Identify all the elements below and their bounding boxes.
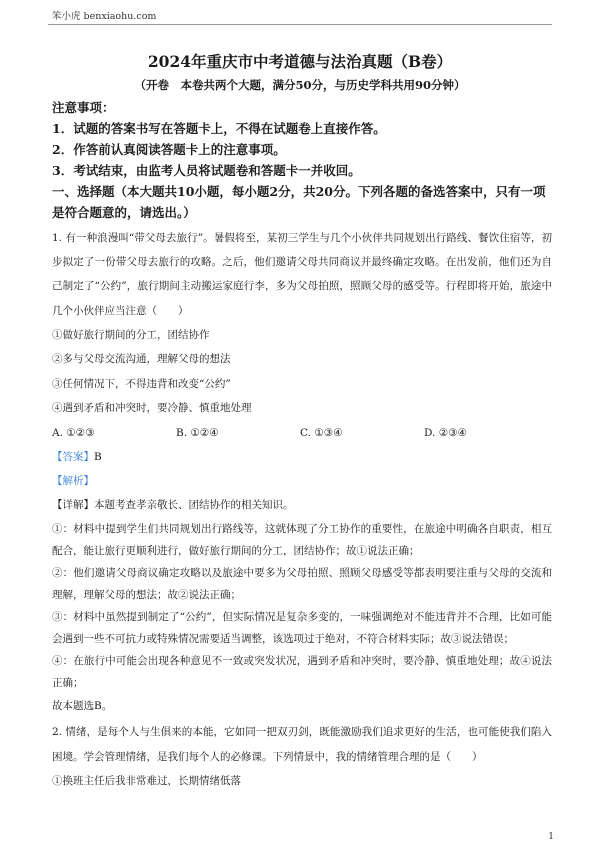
- page-number: 1: [548, 832, 554, 842]
- section-heading-cont: 是符合题意的，请选出。）: [52, 205, 196, 220]
- question-2-stem: 2. 情绪，是每个人与生俱来的本能，它如同一把双刃剑，既能激励我们追求更好的生活，也可能使我们陷入困境。学会管理情绪，是我们每个人的必修课。下列情景中，我的情绪管理合理的是（ ）: [52, 726, 552, 763]
- question-1-stem: 1. 有一种浪漫叫“带父母去旅行”。暑假将至，某初三学生与几个小伙伴共同规划出行路线、餐饮住宿等，初步拟定了一份带父母去旅行的攻略。之后，他们邀请父母共同商议并最终确定攻略。在出发前，他们还为自己制定了“公约”，旅行期间主动搬运家庭行李，多为父母拍照，照顾父母的感受等。行程即将开始，旅途中几个小伙伴应当注意（ ）: [52, 232, 552, 317]
- analysis-tag: 【解析】: [52, 475, 94, 488]
- choice-c: C. ①③④: [300, 426, 343, 439]
- conclusion: 故本题选B。: [52, 699, 113, 712]
- notice-item: 1．试题的答案书写在答题卡上，不得在试题卷上直接作答。: [52, 121, 386, 136]
- answer-value: B: [94, 450, 102, 463]
- section-heading: 一、选择题（本大题共10小题，每小题2分，共20分。下列各题的备选答案中，只有一项: [52, 184, 546, 199]
- choice-d: D. ②③④: [424, 426, 467, 439]
- detail-tag: 【详解】: [52, 499, 94, 512]
- detail-text: 本题考查孝亲敬长、团结协作的相关知识。: [94, 499, 294, 512]
- notice-item: 3．考试结束，由监考人员将试题卷和答题卡一并收回。: [52, 163, 361, 178]
- notice-item: 2．作答前认真阅读答题卡上的注意事项。: [52, 142, 286, 157]
- question-1-option: ①做好旅行期间的分工，团结协作: [52, 328, 210, 341]
- choice-b: B. ①②④: [176, 426, 219, 439]
- page-title: 2024年重庆市中考道德与法治真题（B卷）: [147, 52, 453, 71]
- page-subtitle: （开卷 本卷共两个大题，满分50分，与历史学科共用90分钟）: [134, 78, 466, 92]
- explanation-3: ③：材料中虽然提到制定了“公约”，但实际情况是复杂多变的，一味强调绝对不能违背并不合理，比如可能会遇到一些不可抗力或特殊情况需要适当调整，该选项过于绝对，不符合材料实际；故③说法错误；: [52, 610, 552, 645]
- explanation-4: ④：在旅行中可能会出现各种意见不一致或突发状况，遇到矛盾和冲突时，要冷静、慎重地处理；故④说法正确；: [52, 654, 552, 689]
- answer-tag: 【答案】: [52, 450, 94, 463]
- notice-heading: 注意事项：: [52, 100, 115, 115]
- detail-line: [52, 493, 552, 518]
- question-1-option: ③任何情况下，不得违背和改变“公约”: [52, 377, 231, 390]
- header-divider: [48, 24, 552, 25]
- question-2-option: ①换班主任后我非常难过，长期情绪低落: [52, 774, 241, 787]
- explanation-1: ①：材料中提到学生们共同规划出行路线等，这就体现了分工协作的重要性，在旅途中明确各自职责，相互配合，能让旅行更顺利进行，做好旅行期间的分工，团结协作；故①说法正确；: [52, 522, 552, 557]
- answer-line: [52, 445, 552, 470]
- explanation-2: ②：他们邀请父母商议确定攻略以及旅途中要多为父母拍照、照顾父母感受等都表明要注重与父母的交流和理解，理解父母的想法；故②说法正确；: [52, 566, 552, 601]
- site-watermark: 笨小虎 benxiaohu.com: [52, 11, 157, 22]
- document-body: [52, 97, 552, 793]
- question-1-option: ②多与父母交流沟通，理解父母的想法: [52, 353, 231, 366]
- question-1-choices: [52, 421, 552, 445]
- choice-a: A. ①②③: [52, 426, 95, 439]
- question-1-option: ④遇到矛盾和冲突时，要冷静、慎重地处理: [52, 402, 252, 415]
